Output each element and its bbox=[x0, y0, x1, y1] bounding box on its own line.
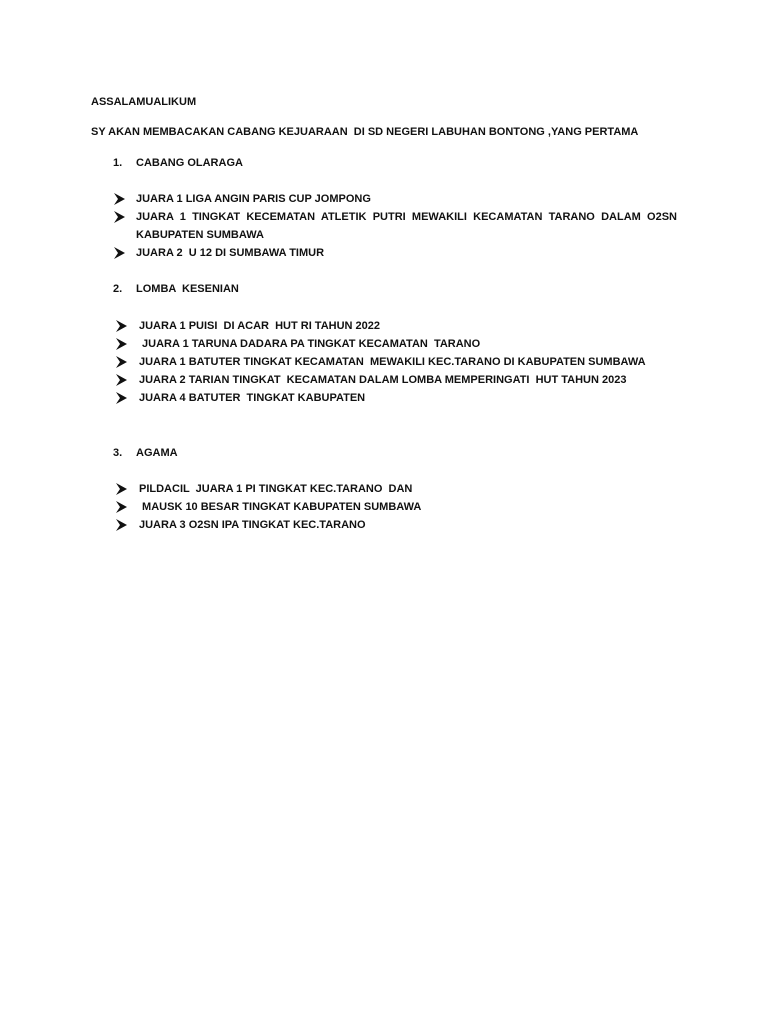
list-item: JUARA 1 TINGKAT KECEMATAN ATLETIK PUTRI MEWAKILI KECAMATAN TARANO DALAM O2SN KABUPATEN SUMBAWA bbox=[136, 211, 677, 241]
arrowhead-bullet-icon bbox=[116, 356, 127, 368]
arrowhead-bullet-icon bbox=[116, 374, 127, 386]
arrowhead-bullet-icon bbox=[114, 247, 125, 259]
arrowhead-bullet-icon bbox=[114, 211, 125, 223]
list-item: JUARA 1 BATUTER TINGKAT KECAMATAN MEWAKILI KEC.TARANO DI KABUPATEN SUMBAWA bbox=[139, 356, 646, 368]
list-item: JUARA 2 U 12 DI SUMBAWA TIMUR bbox=[136, 247, 325, 259]
section-title: CABANG OLARAGA bbox=[136, 157, 243, 169]
greeting: ASSALAMUALIKUM bbox=[91, 96, 197, 108]
section-number: 2. bbox=[113, 283, 123, 295]
section-number: 1. bbox=[113, 157, 123, 169]
list-item: JUARA 1 TARUNA DADARA PA TINGKAT KECAMATAN TARANO bbox=[139, 338, 481, 350]
arrowhead-bullet-icon bbox=[114, 193, 125, 205]
list-item: MAUSK 10 BESAR TINGKAT KABUPATEN SUMBAWA bbox=[139, 501, 422, 513]
arrowhead-bullet-icon bbox=[116, 483, 127, 495]
section-number: 3. bbox=[113, 447, 123, 459]
list-item: JUARA 1 LIGA ANGIN PARIS CUP JOMPONG bbox=[136, 193, 371, 205]
section-title: AGAMA bbox=[136, 447, 178, 459]
arrowhead-bullet-icon bbox=[116, 338, 127, 350]
list-item: JUARA 1 PUISI DI ACAR HUT RI TAHUN 2022 bbox=[139, 320, 381, 332]
section-title: LOMBA KESENIAN bbox=[136, 283, 239, 295]
intro-line: SY AKAN MEMBACAKAN CABANG KEJUARAAN DI SD NEGERI LABUHAN BONTONG ,YANG PERTAMA bbox=[91, 126, 639, 138]
list-item: JUARA 3 O2SN IPA TINGKAT KEC.TARANO bbox=[139, 519, 366, 531]
list-item: JUARA 2 TARIAN TINGKAT KECAMATAN DALAM LOMBA MEMPERINGATI HUT TAHUN 2023 bbox=[139, 374, 627, 386]
arrowhead-bullet-icon bbox=[116, 320, 127, 332]
arrowhead-bullet-icon bbox=[116, 501, 127, 513]
list-item: JUARA 4 BATUTER TINGKAT KABUPATEN bbox=[139, 392, 366, 404]
arrowhead-bullet-icon bbox=[116, 392, 127, 404]
arrowhead-bullet-icon bbox=[116, 519, 127, 531]
list-item: PILDACIL JUARA 1 PI TINGKAT KEC.TARANO DAN bbox=[139, 483, 413, 495]
